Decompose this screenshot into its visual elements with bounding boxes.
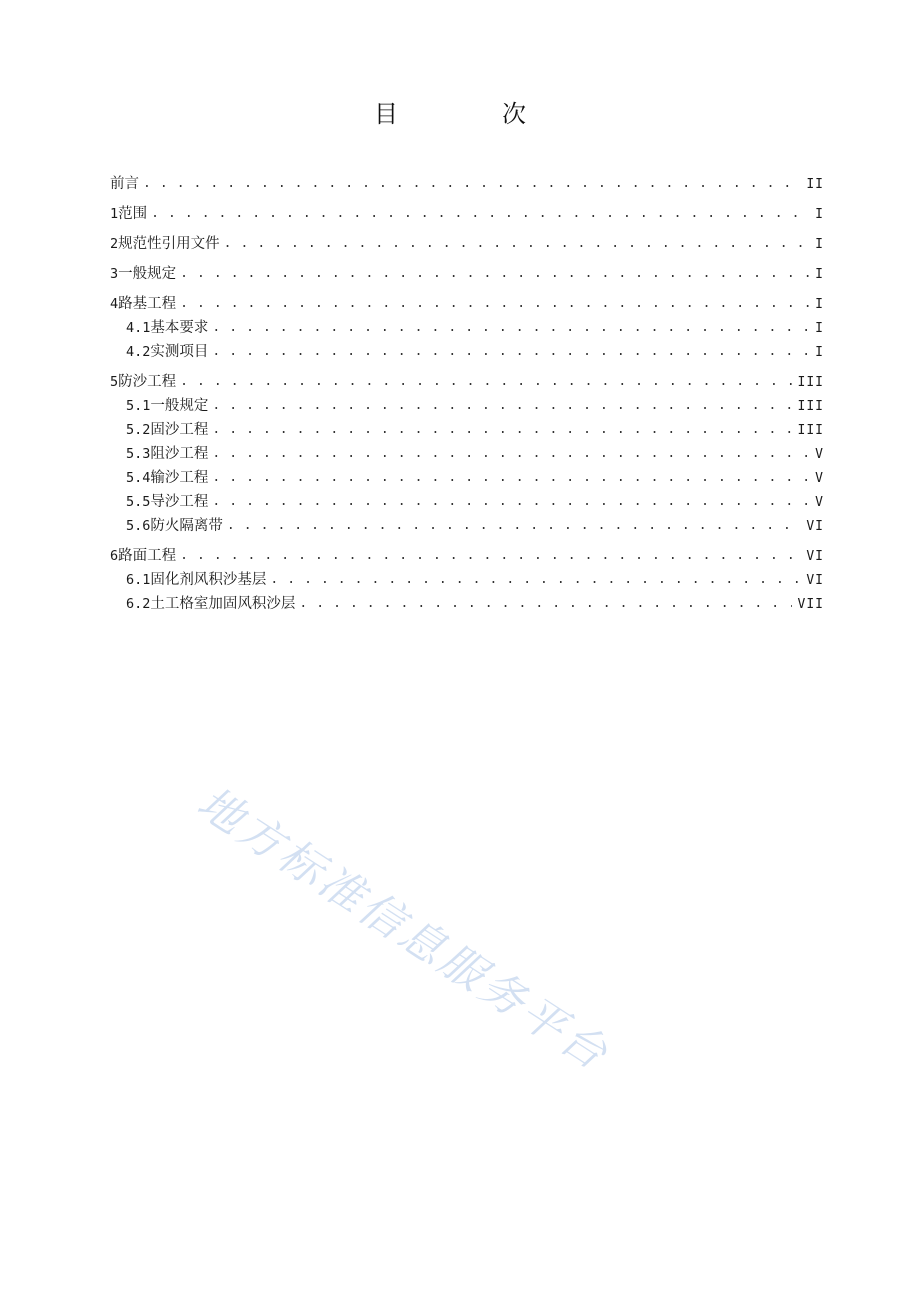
toc-entry-number: 4 — [110, 296, 119, 312]
toc-entry-label: 规范性引用文件 — [118, 236, 220, 252]
toc-entry-label: 导沙工程 — [150, 494, 209, 510]
toc-entry-page-number: I — [815, 321, 824, 336]
toc-entry-label: 固沙工程 — [150, 422, 209, 438]
toc-entry[interactable] — [110, 544, 824, 568]
toc-entry-number: 5.1 — [126, 398, 151, 414]
toc-dot-leader — [212, 466, 809, 490]
toc-dot-leader — [180, 544, 800, 568]
toc-entry-label: 实测项目 — [150, 344, 209, 360]
toc-entry-number: 5.5 — [126, 494, 151, 510]
toc-entry-page-number: I — [815, 207, 824, 222]
toc-entry-number: 4.2 — [126, 344, 151, 360]
watermark: 地方标准信息服务平台 — [188, 777, 619, 1082]
toc-entry-label: 范围 — [118, 206, 148, 222]
toc-dot-leader — [212, 490, 809, 514]
toc-entry-page-number: I — [815, 267, 824, 282]
toc-entry[interactable] — [110, 568, 824, 592]
toc-entry[interactable] — [110, 292, 824, 316]
toc-dot-leader — [212, 442, 809, 466]
toc-entry-page-number: III — [797, 423, 824, 438]
toc-entry-number: 1 — [110, 206, 119, 222]
toc-dot-leader — [180, 370, 791, 394]
toc-entry[interactable] — [110, 490, 824, 514]
toc-entry[interactable] — [110, 418, 824, 442]
toc-entry-label: 输沙工程 — [150, 470, 209, 486]
toc-entry-page-number: I — [815, 345, 824, 360]
toc-entry-number: 2 — [110, 236, 119, 252]
toc-entry[interactable] — [110, 514, 824, 538]
toc-entry-number: 5.6 — [126, 518, 151, 534]
toc-dot-leader — [143, 172, 800, 196]
toc-entry[interactable] — [110, 442, 824, 466]
toc-entry-number: 5 — [110, 374, 119, 390]
toc-entry[interactable] — [110, 394, 824, 418]
toc-dot-leader — [212, 418, 791, 442]
toc-entry-page-number: VI — [806, 519, 824, 534]
toc-entry-label: 基本要求 — [150, 320, 209, 336]
toc-entry-number: 6.2 — [126, 596, 151, 612]
toc-title: 目 次 — [374, 100, 566, 128]
toc-entry[interactable] — [110, 232, 824, 256]
toc-entry-page-number: VII — [797, 597, 824, 612]
toc-entry-number: 6.1 — [126, 572, 151, 588]
toc-entry-number: 6 — [110, 548, 119, 564]
toc-entry-label: 阻沙工程 — [150, 446, 209, 462]
toc-entry[interactable] — [110, 262, 824, 286]
toc-entry-label: 一般规定 — [150, 398, 209, 414]
toc-entry[interactable] — [110, 340, 824, 364]
toc-entry[interactable] — [110, 370, 824, 394]
toc-entry-page-number: V — [815, 495, 824, 510]
toc-entry-number: 5.4 — [126, 470, 151, 486]
toc-entry-label: 防火隔离带 — [150, 518, 223, 534]
table-of-contents — [110, 172, 824, 616]
toc-dot-leader — [227, 514, 800, 538]
toc-entry-page-number: VI — [806, 549, 824, 564]
toc-entry-page-number: V — [815, 447, 824, 462]
toc-entry[interactable] — [110, 172, 824, 196]
toc-entry-label: 防沙工程 — [118, 374, 177, 390]
toc-dot-leader — [224, 232, 810, 256]
toc-entry-page-number: I — [815, 237, 824, 252]
toc-dot-leader — [212, 340, 809, 364]
toc-dot-leader — [180, 262, 809, 286]
toc-entry-page-number: I — [815, 297, 824, 312]
toc-entry-page-number: V — [815, 471, 824, 486]
toc-dot-leader — [212, 316, 809, 340]
toc-entry-label: 一般规定 — [118, 266, 177, 282]
toc-entry[interactable] — [110, 592, 824, 616]
toc-entry-page-number: II — [806, 177, 824, 192]
toc-entry-number: 4.1 — [126, 320, 151, 336]
toc-entry-label: 土工格室加固风积沙层 — [150, 596, 296, 612]
toc-dot-leader — [180, 292, 809, 316]
toc-dot-leader — [299, 592, 791, 616]
toc-entry[interactable] — [110, 466, 824, 490]
toc-entry-label: 路面工程 — [118, 548, 177, 564]
toc-entry-number: 3 — [110, 266, 119, 282]
toc-entry-label: 固化剂风积沙基层 — [150, 572, 267, 588]
toc-entry-label: 路基工程 — [118, 296, 177, 312]
toc-entry-page-number: III — [797, 375, 824, 390]
toc-entry-label: 前言 — [110, 176, 139, 192]
toc-entry-number: 5.2 — [126, 422, 151, 438]
toc-entry-page-number: VI — [806, 573, 824, 588]
toc-entry-page-number: III — [797, 399, 824, 414]
toc-dot-leader — [212, 394, 791, 418]
toc-entry[interactable] — [110, 202, 824, 226]
toc-entry-number: 5.3 — [126, 446, 151, 462]
toc-dot-leader — [270, 568, 800, 592]
toc-entry[interactable] — [110, 316, 824, 340]
toc-dot-leader — [151, 202, 809, 226]
